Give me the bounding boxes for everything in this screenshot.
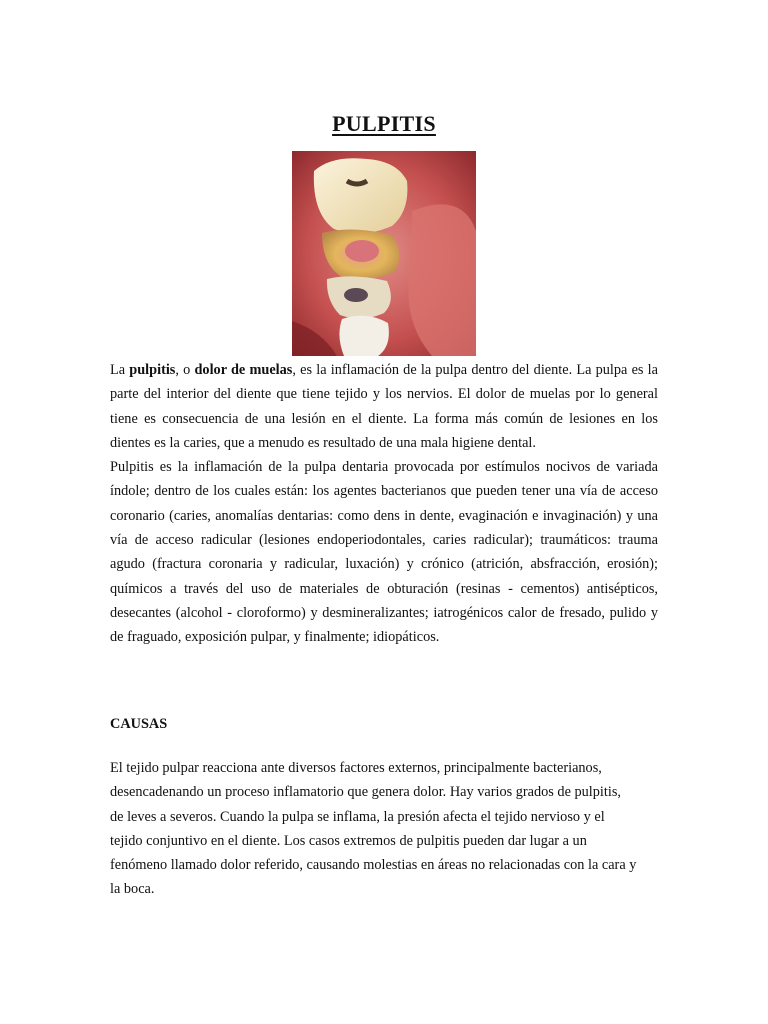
term-pulpitis: pulpitis	[129, 362, 176, 378]
intro-section	[110, 358, 658, 650]
intro-text-a: La	[110, 362, 130, 378]
causas-line: desencadenando un proceso inflamatorio que genera dolor. Hay varios grados de pulpitis,	[110, 784, 621, 801]
causas-line: tejido conjuntivo en el diente. Los casos extremos de pulpitis pueden dar lugar a un	[110, 832, 587, 849]
causas-line: de leves a severos. Cuando la pulpa se inflama, la presión afecta el tejido nervioso y el	[110, 808, 605, 825]
causas-paragraph	[110, 756, 670, 902]
intro-text-c: , o	[175, 362, 195, 378]
causas-line: la boca.	[110, 881, 155, 898]
page-title: PULPITIS	[332, 111, 436, 136]
term-dolor-de-muelas: dolor de muelas	[194, 362, 293, 378]
intro-paragraph-1	[110, 358, 658, 455]
causas-heading: CAUSAS	[110, 716, 168, 732]
causas-line: El tejido pulpar reacciona ante diversos factores externos, principalmente bacterianos,	[110, 760, 602, 776]
intro-paragraph-2: Pulpitis es la inflamación de la pulpa dentaria provocada por estímulos nocivos de variada índole; dentro de los cuales están: los agentes bacterianos que pueden tener una vía de acceso coronario (caries, anomalías dentarias: como dens in dente, evaginación e invaginación) y una vía de acceso radicular (lesiones endoperiodontales, caries radicular); traumáticos: trauma agudo (fractura coronaria y radicular, luxación) y crónico (atrición, absfracción, erosión); químicos a través del uso de materiales de obturación (resinas - cementos) antisépticos, desecantes (alcohol - cloroformo) y desmineralizantes; iatrogénicos calor de fresado, pulido y de fraguado, exposición pulpar, y finalmente; idiopáticos.	[110, 459, 658, 646]
causas-line: fenómeno llamado dolor referido, causando molestias en áreas no relacionadas con la cara y	[110, 857, 637, 874]
intro-text-e: , es la inflamación de la pulpa dentro del diente. La pulpa es la parte del interior del diente que tiene tejido y los nervios. El dolor de muelas por lo general tiene es consecuencia de una lesión en el diente. La forma más común de lesiones en los dientes es la caries, que a menudo es resultado de una mala higiene dental.	[110, 362, 659, 451]
tooth-photo	[292, 151, 476, 356]
causas-section	[110, 756, 670, 902]
